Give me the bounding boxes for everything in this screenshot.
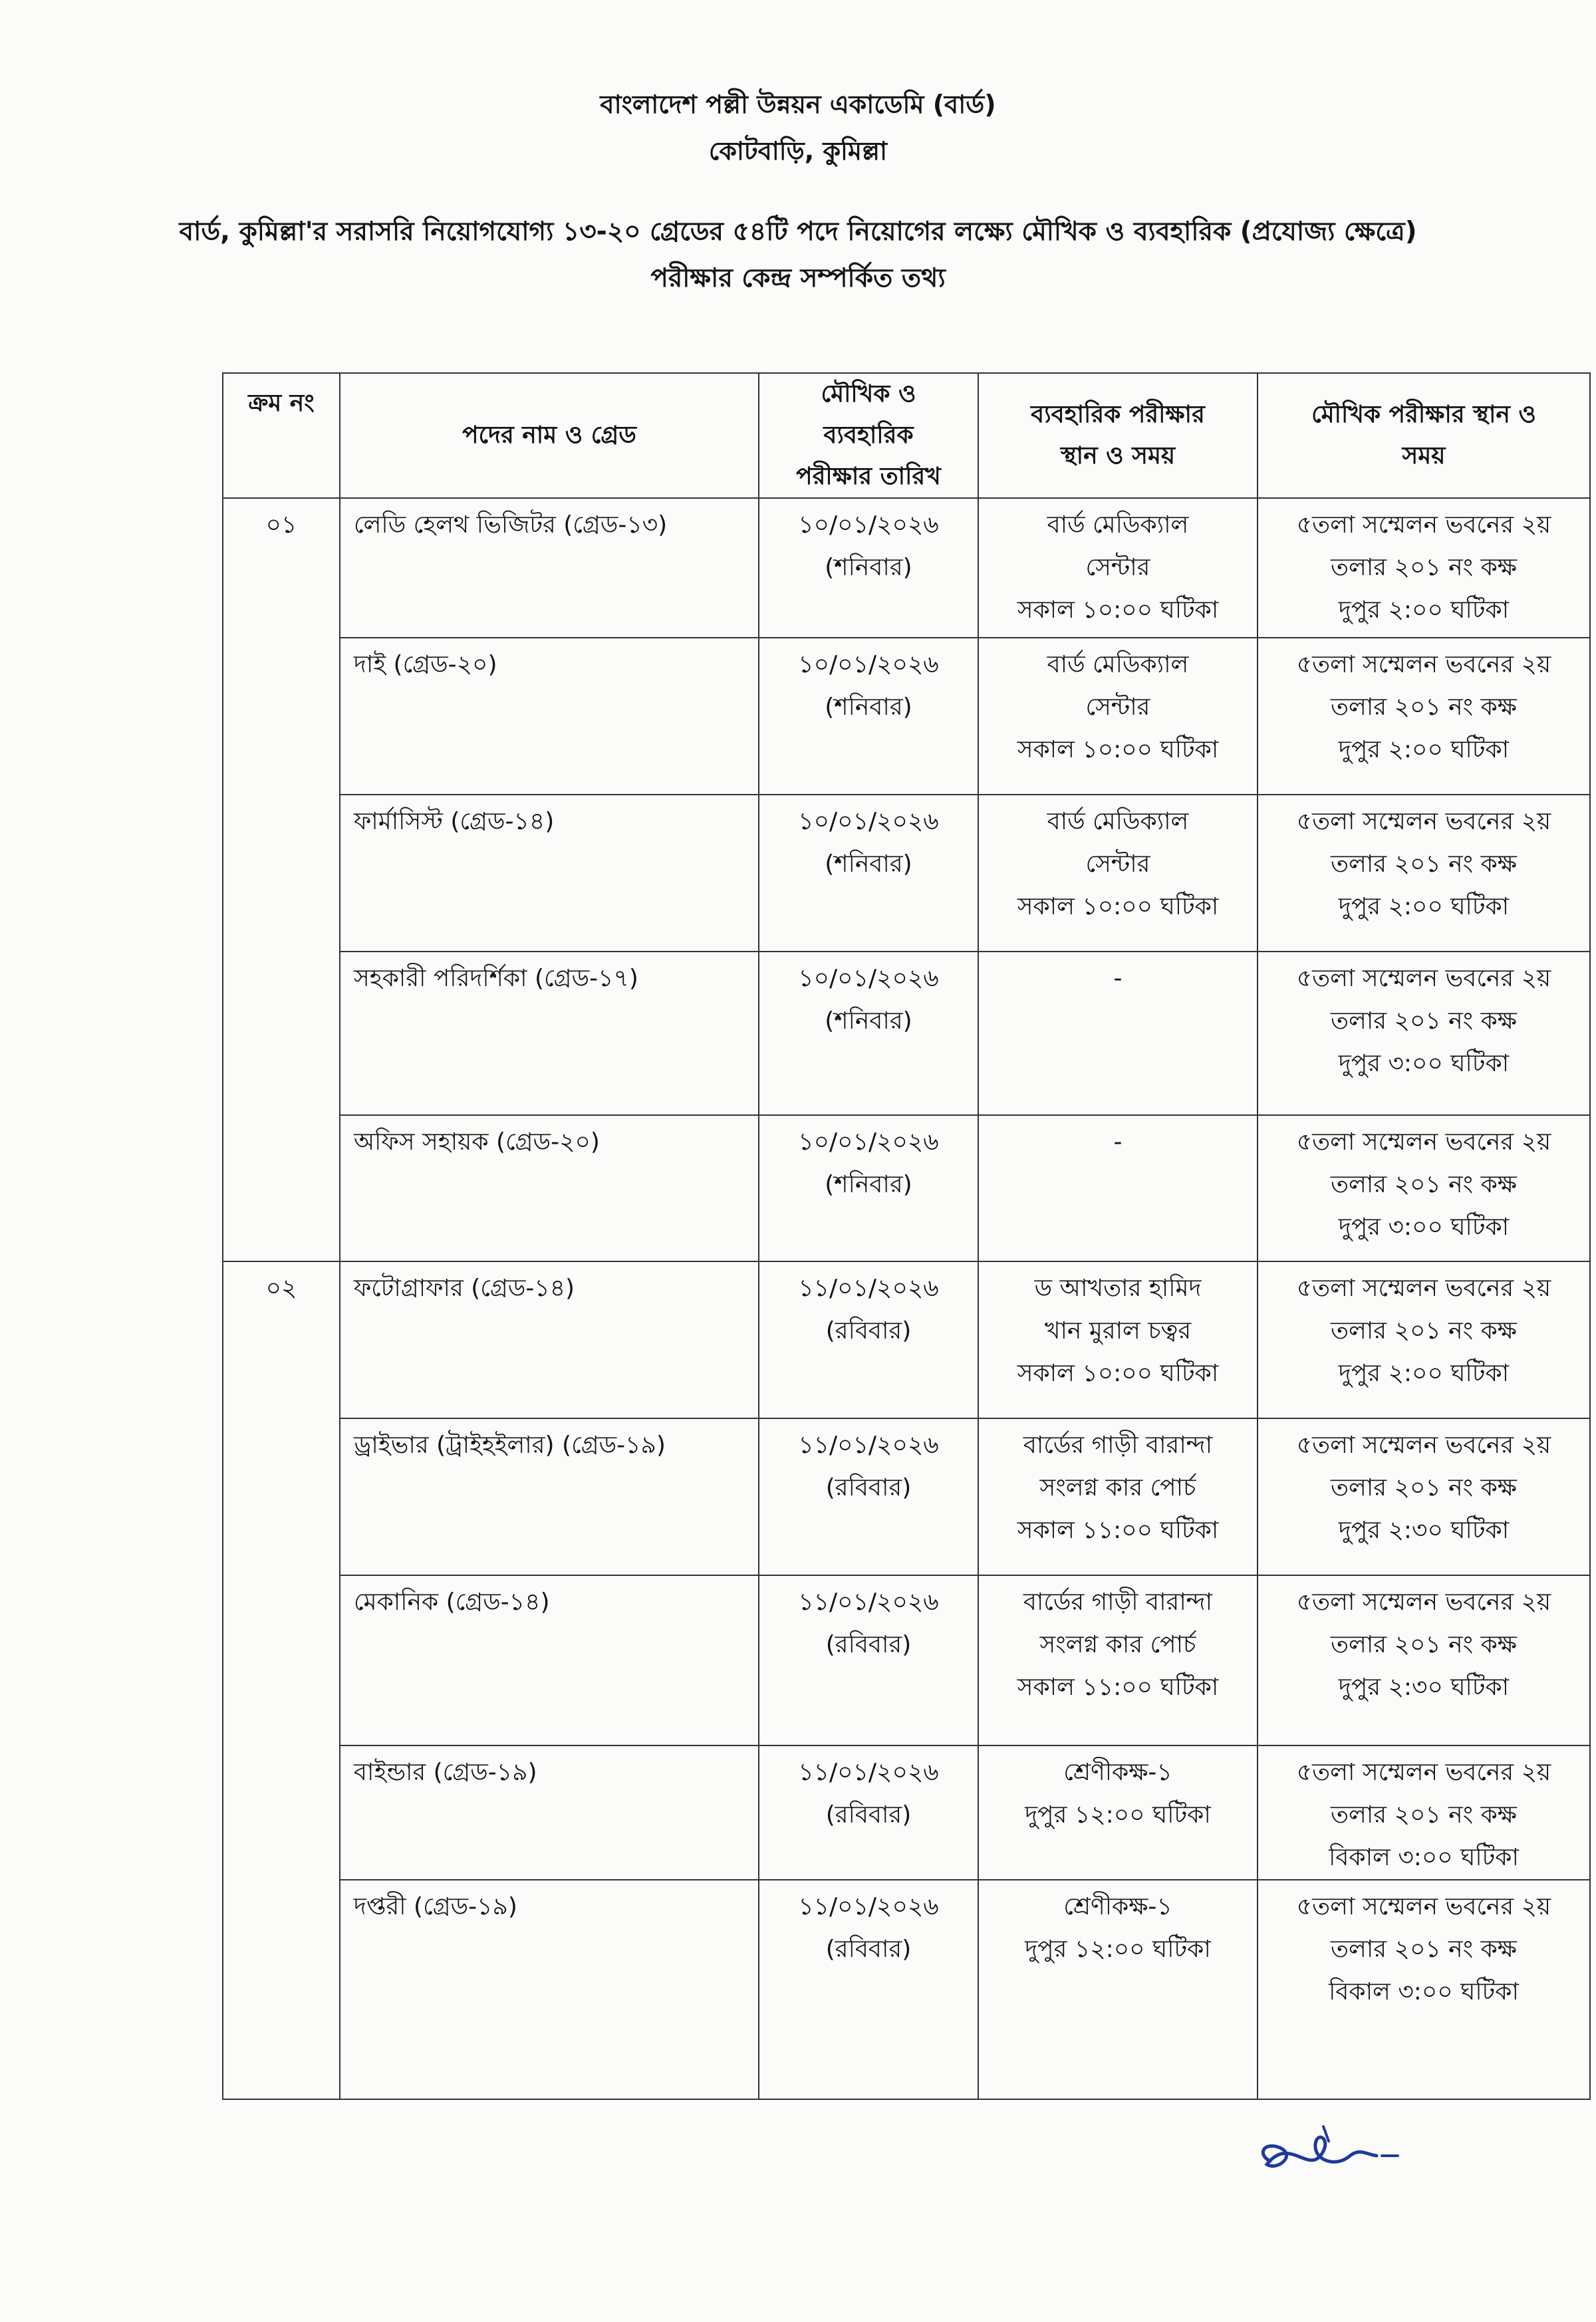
practical-venue-line: বার্ডের গাড়ী বারান্দা <box>1023 1589 1213 1616</box>
exam-date: ১০/০১/২০২৬ <box>798 1128 939 1156</box>
exam-day: (রবিবার) <box>825 1936 912 1963</box>
subject-line-2: পরীক্ষার কেন্দ্র সম্পর্কিত তথ্য <box>650 263 946 293</box>
header-post: পদের নাম ও গ্রেড <box>340 373 759 498</box>
header-viva-line: মৌখিক পরীক্ষার স্থান ও <box>1311 401 1536 428</box>
cell-post-name: বাইন্ডার (গ্রেড-১৯) <box>340 1745 759 1880</box>
cell-exam-date <box>759 952 978 1115</box>
table-row <box>223 1418 1590 1575</box>
viva-venue-line: ৫তলা সম্মেলন ভবনের ২য় <box>1296 1275 1551 1302</box>
viva-venue-line: দুপুর ৩:০০ ঘটিকা <box>1338 1050 1510 1077</box>
practical-venue-line: ড আখতার হামিদ <box>1034 1275 1202 1302</box>
exam-date: ১০/০১/২০২৬ <box>798 965 939 992</box>
viva-venue-line: বিকাল ৩:০০ ঘটিকা <box>1329 1978 1519 2005</box>
exam-date: ১০/০১/২০২৬ <box>798 651 939 678</box>
practical-venue-line: সংলগ্ন কার পোর্চ <box>1039 1631 1196 1658</box>
cell-post-name: লেডি হেলথ ভিজিটর (গ্রেড-১৩) <box>340 498 759 638</box>
cell-serial <box>223 1745 340 1880</box>
cell-exam-date <box>759 1880 978 2099</box>
table-row <box>223 638 1590 795</box>
viva-venue-line: ৫তলা সম্মেলন ভবনের ২য় <box>1296 1589 1551 1616</box>
exam-date: ১০/০১/২০২৬ <box>798 511 939 539</box>
exam-day: (শনিবার) <box>825 694 912 721</box>
exam-date: ১১/০১/২০২৬ <box>798 1759 939 1786</box>
cell-post-name: দপ্তরী (গ্রেড-১৯) <box>340 1880 759 2099</box>
header-practical-line: ব্যবহারিক পরীক্ষার <box>1031 401 1205 428</box>
cell-post-name: দাই (গ্রেড-২০) <box>340 638 759 795</box>
cell-viva-venue <box>1258 1745 1590 1880</box>
cell-viva-venue <box>1258 638 1590 795</box>
cell-exam-date <box>759 498 978 638</box>
table-row <box>223 1745 1590 1880</box>
viva-venue-line: ৫তলা সম্মেলন ভবনের ২য় <box>1296 1128 1551 1156</box>
practical-venue-line: বার্ড মেডিক্যাল <box>1047 808 1189 835</box>
cell-serial <box>223 795 340 952</box>
viva-venue-line: দুপুর ২:০০ ঘটিকা <box>1338 893 1510 920</box>
viva-venue-line: তলার ২০১ নং কক্ষ <box>1331 1317 1517 1345</box>
cell-serial: ০২ <box>223 1261 340 1418</box>
exam-schedule-table <box>222 372 1591 2100</box>
viva-venue-line: দুপুর ২:০০ ঘটিকা <box>1338 1360 1510 1387</box>
viva-venue-line: তলার ২০১ নং কক্ষ <box>1331 554 1517 581</box>
cell-viva-venue <box>1258 795 1590 952</box>
practical-venue-line: বার্ড মেডিক্যাল <box>1047 511 1189 539</box>
practical-venue-line: সকাল ১০:০০ ঘটিকা <box>1017 1360 1219 1387</box>
cell-exam-date <box>759 795 978 952</box>
cell-viva-venue <box>1258 1880 1590 2099</box>
viva-venue-line: তলার ২০১ নং কক্ষ <box>1331 1936 1517 1963</box>
subject-line-1: বার্ড, কুমিল্লা'র সরাসরি নিয়োগযোগ্য ১৩-২০ গ্রেডের ৫৪টি পদে নিয়োগের লক্ষ্যে মৌখিক ও ব্যবহারিক (প্রযোজ্য ক্ষেত্রে) <box>179 217 1417 247</box>
practical-venue-line: বার্ডের গাড়ী বারান্দা <box>1023 1432 1213 1459</box>
viva-venue-line: ৫তলা সম্মেলন ভবনের ২য় <box>1296 965 1551 992</box>
table-row <box>223 498 1590 638</box>
header-date-line: পরীক্ষার তারিখ <box>796 463 941 490</box>
practical-venue-line: সকাল ১০:০০ ঘটিকা <box>1017 596 1219 624</box>
viva-venue-line: ৫তলা সম্মেলন ভবনের ২য় <box>1296 1759 1551 1786</box>
cell-serial: ০১ <box>223 498 340 638</box>
signature-icon <box>1250 2115 1410 2188</box>
viva-venue-line: তলার ২০১ নং কক্ষ <box>1331 1171 1517 1198</box>
viva-venue-line: তলার ২০১ নং কক্ষ <box>1331 850 1517 878</box>
practical-venue-line: খান মুরাল চত্বর <box>1044 1317 1192 1345</box>
header-viva-line: সময় <box>1402 442 1446 469</box>
table-row <box>223 795 1590 952</box>
practical-venue-line: দুপুর ১২:০০ ঘটিকা <box>1025 1801 1211 1829</box>
practical-venue-line: - <box>1113 965 1123 992</box>
cell-post-name: মেকানিক (গ্রেড-১৪) <box>340 1575 759 1745</box>
exam-date: ১১/০১/২০২৬ <box>798 1893 939 1920</box>
exam-day: (রবিবার) <box>825 1317 912 1345</box>
viva-venue-line: বিকাল ৩:০০ ঘটিকা <box>1329 1844 1519 1871</box>
cell-exam-date <box>759 1261 978 1418</box>
table-row <box>223 952 1590 1115</box>
header-date-line: ব্যবহারিক <box>823 422 914 449</box>
exam-day: (শনিবার) <box>825 1171 912 1198</box>
table-row <box>223 1115 1590 1261</box>
exam-date: ১০/০১/২০২৬ <box>798 808 939 835</box>
practical-venue-line: সকাল ১০:০০ ঘটিকা <box>1017 893 1219 920</box>
cell-exam-date <box>759 1418 978 1575</box>
cell-post-name: ড্রাইভার (ট্রাইহইলার) (গ্রেড-১৯) <box>340 1418 759 1575</box>
exam-date: ১১/০১/২০২৬ <box>798 1275 939 1302</box>
cell-viva-venue <box>1258 1418 1590 1575</box>
cell-practical-venue <box>978 1115 1258 1261</box>
table-row <box>223 1261 1590 1418</box>
table-row <box>223 1575 1590 1745</box>
header-viva <box>1258 373 1590 498</box>
exam-day: (শনিবার) <box>825 554 912 581</box>
cell-viva-venue <box>1258 1261 1590 1418</box>
cell-practical-venue <box>978 1880 1258 2099</box>
cell-exam-date <box>759 1575 978 1745</box>
exam-day: (শনিবার) <box>825 850 912 878</box>
exam-day: (রবিবার) <box>825 1474 912 1501</box>
cell-exam-date <box>759 1115 978 1261</box>
header-serial: ক্রম নং <box>223 373 340 498</box>
viva-venue-line: তলার ২০১ নং কক্ষ <box>1331 694 1517 721</box>
header-date-line: মৌখিক ও <box>821 380 916 408</box>
table-header-row <box>223 373 1590 498</box>
cell-serial <box>223 1418 340 1575</box>
viva-venue-line: দুপুর ২:৩০ ঘটিকা <box>1338 1517 1510 1544</box>
cell-practical-venue <box>978 1261 1258 1418</box>
practical-venue-line: সংলগ্ন কার পোর্চ <box>1039 1474 1196 1501</box>
cell-practical-venue <box>978 952 1258 1115</box>
viva-venue-line: দুপুর ২:০০ ঘটিকা <box>1338 736 1510 763</box>
cell-serial <box>223 1115 340 1261</box>
cell-serial <box>223 952 340 1115</box>
viva-venue-line: ৫তলা সম্মেলন ভবনের ২য় <box>1296 511 1551 539</box>
viva-venue-line: দুপুর ২:৩০ ঘটিকা <box>1338 1674 1510 1701</box>
practical-venue-line: দুপুর ১২:০০ ঘটিকা <box>1025 1936 1211 1963</box>
cell-practical-venue <box>978 1575 1258 1745</box>
exam-day: (রবিবার) <box>825 1631 912 1658</box>
cell-practical-venue <box>978 638 1258 795</box>
cell-exam-date <box>759 638 978 795</box>
practical-venue-line: বার্ড মেডিক্যাল <box>1047 651 1189 678</box>
cell-post-name: অফিস সহায়ক (গ্রেড-২০) <box>340 1115 759 1261</box>
cell-viva-venue <box>1258 1115 1590 1261</box>
cell-exam-date <box>759 1745 978 1880</box>
cell-post-name: ফটোগ্রাফার (গ্রেড-১৪) <box>340 1261 759 1418</box>
table-row <box>223 1880 1590 2099</box>
cell-serial <box>223 1575 340 1745</box>
viva-venue-line: তলার ২০১ নং কক্ষ <box>1331 1007 1517 1035</box>
viva-venue-line: তলার ২০১ নং কক্ষ <box>1331 1631 1517 1658</box>
cell-post-name: ফার্মাসিস্ট (গ্রেড-১৪) <box>340 795 759 952</box>
cell-practical-venue <box>978 1418 1258 1575</box>
viva-venue-line: ৫তলা সম্মেলন ভবনের ২য় <box>1296 651 1551 678</box>
cell-practical-venue <box>978 1745 1258 1880</box>
practical-venue-line: সকাল ১০:০০ ঘটিকা <box>1017 736 1219 763</box>
header-practical-line: স্থান ও সময় <box>1060 442 1176 469</box>
cell-viva-venue <box>1258 498 1590 638</box>
header-practical <box>978 373 1258 498</box>
cell-practical-venue <box>978 795 1258 952</box>
practical-venue-line: সেন্টার <box>1085 694 1150 721</box>
cell-practical-venue <box>978 498 1258 638</box>
practical-venue-line: - <box>1113 1128 1123 1156</box>
cell-viva-venue <box>1258 1575 1590 1745</box>
viva-venue-line: তলার ২০১ নং কক্ষ <box>1331 1474 1517 1501</box>
viva-venue-line: ৫তলা সম্মেলন ভবনের ২য় <box>1296 1893 1551 1920</box>
cell-post-name: সহকারী পরিদর্শিকা (গ্রেড-১৭) <box>340 952 759 1115</box>
practical-venue-line: সকাল ১১:০০ ঘটিকা <box>1017 1674 1219 1701</box>
header-date <box>759 373 978 498</box>
practical-venue-line: শ্রেণীকক্ষ-১ <box>1063 1893 1172 1920</box>
organization-location: কোটবাড়ি, কুমিল্লা <box>708 136 888 166</box>
exam-day: (রবিবার) <box>825 1801 912 1829</box>
cell-viva-venue <box>1258 952 1590 1115</box>
cell-serial <box>223 638 340 795</box>
exam-date: ১১/০১/২০২৬ <box>798 1432 939 1459</box>
exam-day: (শনিবার) <box>825 1007 912 1035</box>
practical-venue-line: সেন্টার <box>1085 850 1150 878</box>
cell-serial <box>223 1880 340 2099</box>
practical-venue-line: শ্রেণীকক্ষ-১ <box>1063 1759 1172 1786</box>
viva-venue-line: তলার ২০১ নং কক্ষ <box>1331 1801 1517 1829</box>
viva-venue-line: ৫তলা সম্মেলন ভবনের ২য় <box>1296 808 1551 835</box>
viva-venue-line: ৫তলা সম্মেলন ভবনের ২য় <box>1296 1432 1551 1459</box>
exam-date: ১১/০১/২০২৬ <box>798 1589 939 1616</box>
practical-venue-line: সকাল ১১:০০ ঘটিকা <box>1017 1517 1219 1544</box>
organization-title: বাংলাদেশ পল্লী উন্নয়ন একাডেমি (বার্ড) <box>600 90 996 119</box>
viva-venue-line: দুপুর ৩:০০ ঘটিকা <box>1338 1214 1510 1241</box>
viva-venue-line: দুপুর ২:০০ ঘটিকা <box>1338 596 1510 624</box>
practical-venue-line: সেন্টার <box>1085 554 1150 581</box>
